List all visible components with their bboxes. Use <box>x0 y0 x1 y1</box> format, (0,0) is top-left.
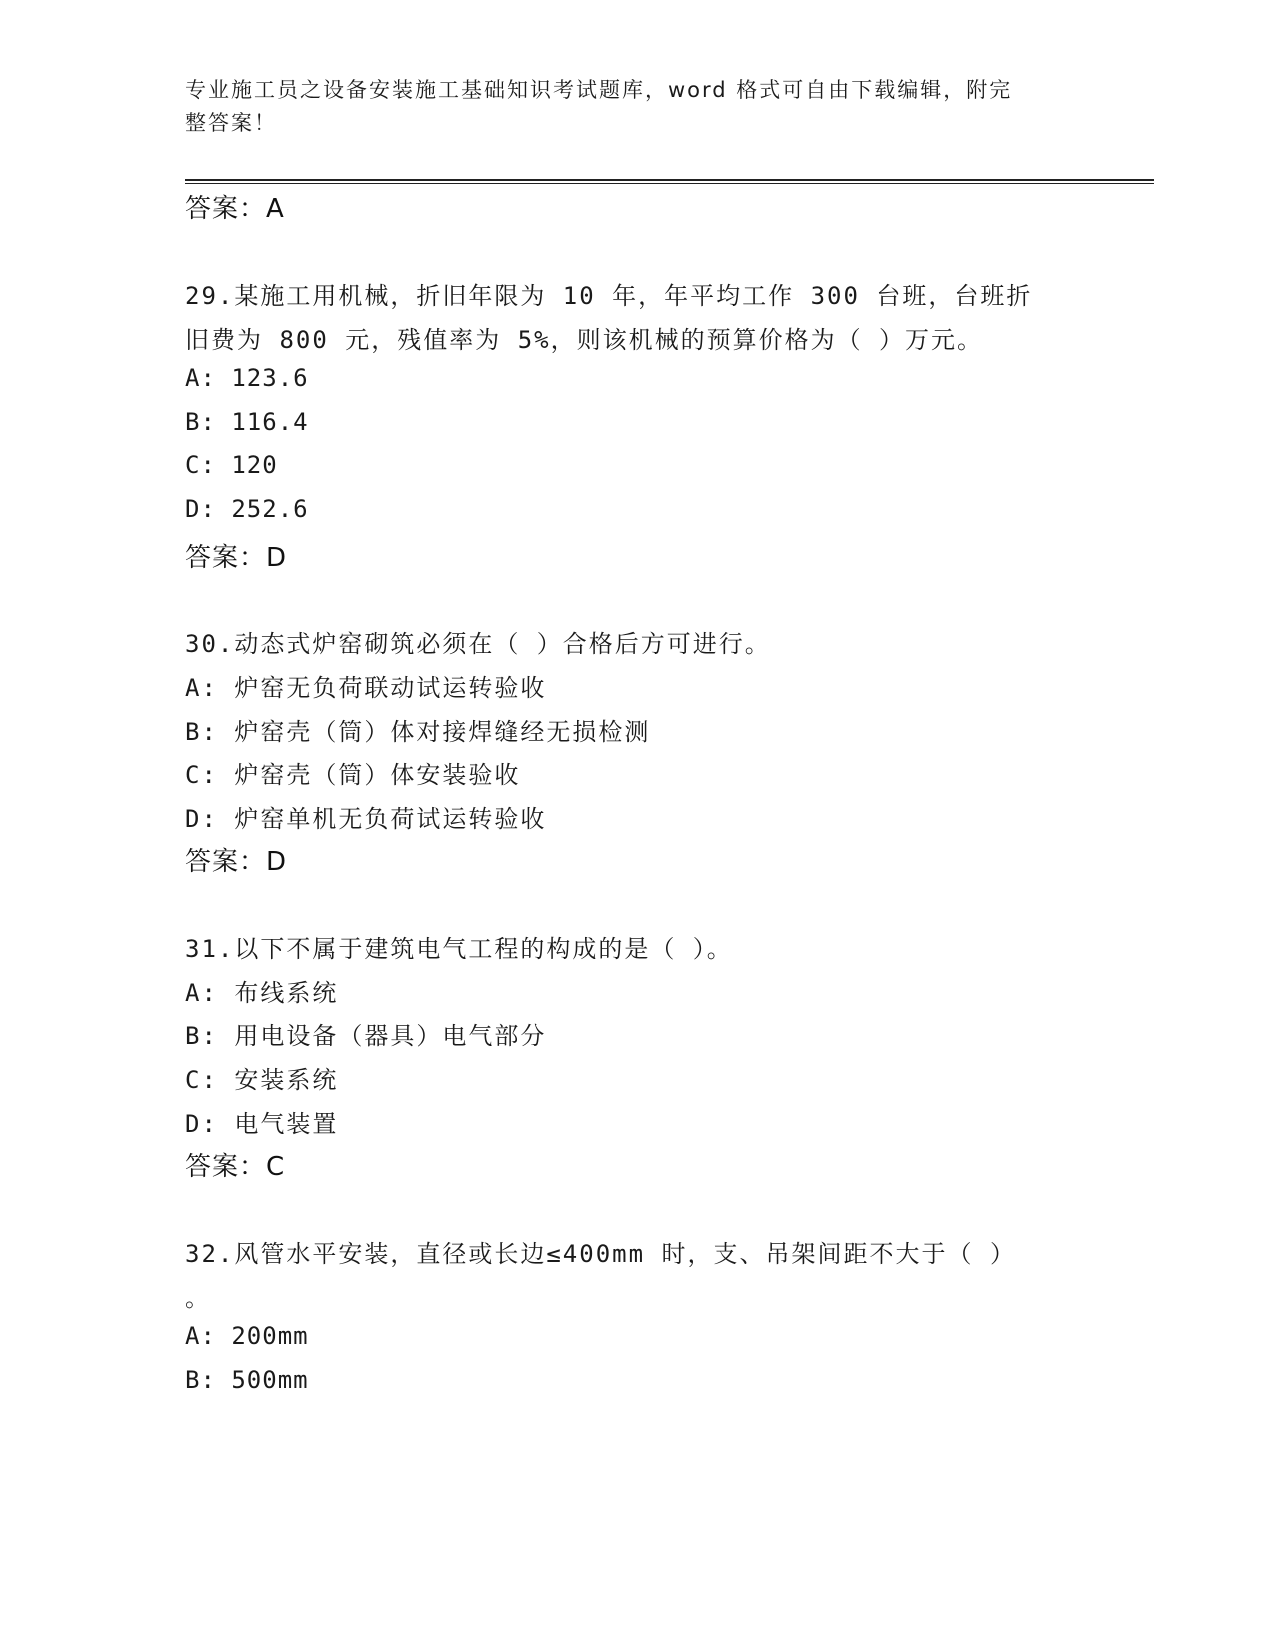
header-line-1: 专业施工员之设备安装施工基础知识考试题库，word 格式可自由下载编辑，附完 <box>185 78 1013 102</box>
question-29-option-a: A: 123.6 <box>185 364 309 392</box>
question-30-stem-line-1: 30.动态式炉窑砌筑必须在（ ）合格后方可进行。 <box>185 630 771 658</box>
question-31-stem-line-1: 31.以下不属于建筑电气工程的构成的是（ ）。 <box>185 935 733 963</box>
question-29-option-b: B: 116.4 <box>185 408 309 436</box>
question-32-stem-line-2: 。 <box>185 1284 211 1312</box>
question-30-option-c: C: 炉窑壳（筒）体安装验收 <box>185 761 521 789</box>
question-30-option-d: D: 炉窑单机无负荷试运转验收 <box>185 805 547 833</box>
header-divider <box>185 179 1154 184</box>
question-32-stem-line-1: 32.风管水平安装，直径或长边≤400mm 时，支、吊架间距不大于（ ） <box>185 1240 1016 1268</box>
question-31-option-c: C: 安装系统 <box>185 1066 339 1094</box>
question-30-option-a: A: 炉窑无负荷联动试运转验收 <box>185 674 547 702</box>
answer-28: 答案：A <box>185 194 285 224</box>
question-31-option-b: B: 用电设备（器具）电气部分 <box>185 1022 547 1050</box>
question-30-option-b: B: 炉窑壳（筒）体对接焊缝经无损检测 <box>185 718 651 746</box>
header-line-2: 整答案！ <box>185 111 277 135</box>
answer-29: 答案：D <box>185 543 288 573</box>
answer-31: 答案：C <box>185 1152 286 1182</box>
question-29-option-c: C: 120 <box>185 451 278 479</box>
question-32-option-b: B: 500mm <box>185 1366 309 1394</box>
question-29-stem-line-2: 旧费为 800 元，残值率为 5%，则该机械的预算价格为（ ）万元。 <box>185 326 984 354</box>
question-31-option-d: D: 电气装置 <box>185 1110 339 1138</box>
question-32-option-a: A: 200mm <box>185 1322 309 1350</box>
document-header <box>185 74 1065 140</box>
question-29-stem-line-1: 29.某施工用机械，折旧年限为 10 年，年平均工作 300 台班，台班折 <box>185 282 1033 310</box>
question-31-option-a: A: 布线系统 <box>185 979 339 1007</box>
answer-30: 答案：D <box>185 847 288 877</box>
question-29-option-d: D: 252.6 <box>185 495 309 523</box>
